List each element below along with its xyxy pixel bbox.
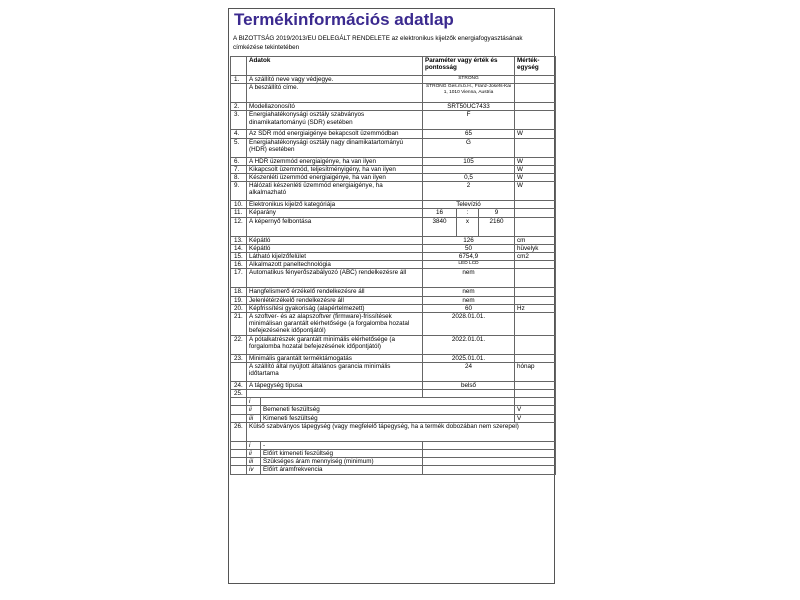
table-row bbox=[231, 269, 556, 288]
table-row bbox=[231, 157, 556, 165]
row-label: Képátló bbox=[247, 236, 423, 244]
row-number: 9. bbox=[231, 182, 247, 201]
row-unit bbox=[515, 381, 556, 389]
row-label: A pótalkatrészek garantált minimális elérhetősége (a forgalomba hozatal befejezésének időpontjától) bbox=[247, 335, 423, 354]
psu-internal-row bbox=[231, 406, 556, 414]
row-label: Elektronikus kijelző kategóriája bbox=[247, 201, 423, 209]
row-value: nem bbox=[423, 296, 515, 304]
row-label: A szállító neve vagy védjegye. bbox=[247, 76, 423, 84]
psu-internal-row bbox=[231, 398, 556, 406]
row-label: A tápegység típusa bbox=[247, 381, 423, 389]
table-row bbox=[231, 288, 556, 296]
row-number: 25. bbox=[231, 390, 247, 398]
table-row bbox=[231, 209, 556, 217]
row-value: nem bbox=[423, 288, 515, 296]
row-unit bbox=[515, 138, 556, 157]
row-value: 2 bbox=[423, 182, 515, 201]
row-unit bbox=[515, 288, 556, 296]
row-number: 7. bbox=[231, 165, 247, 173]
row-number: 13. bbox=[231, 236, 247, 244]
row-number: 26. bbox=[231, 422, 247, 441]
sub-label bbox=[261, 398, 515, 406]
row-number: 10. bbox=[231, 201, 247, 209]
row-value: 105 bbox=[423, 157, 515, 165]
row-value-1: 3840 bbox=[423, 217, 457, 236]
sub-value-empty bbox=[423, 441, 556, 449]
table-row bbox=[231, 201, 556, 209]
row-number: 17. bbox=[231, 269, 247, 288]
row-value: nem bbox=[423, 269, 515, 288]
row-number: 22. bbox=[231, 335, 247, 354]
row-label: Képátló bbox=[247, 244, 423, 252]
psu-external-row bbox=[231, 458, 556, 466]
table-row bbox=[231, 261, 556, 269]
row-unit: hüvelyk bbox=[515, 244, 556, 252]
row-number: 19. bbox=[231, 296, 247, 304]
header-data: Adatok bbox=[247, 57, 423, 76]
row-number: 15. bbox=[231, 253, 247, 261]
sub-unit: V bbox=[515, 406, 556, 414]
table-row bbox=[231, 335, 556, 354]
sub-index: iii bbox=[247, 414, 261, 422]
table-row bbox=[231, 390, 556, 398]
table-row bbox=[231, 182, 556, 201]
table-row bbox=[231, 76, 556, 84]
row-number-empty bbox=[231, 458, 247, 466]
row-number: 8. bbox=[231, 174, 247, 182]
row-label: Az SDR mód energiaigénye bekapcsolt üzemmódban bbox=[247, 130, 423, 138]
row-label: Látható kijelzőfelület bbox=[247, 253, 423, 261]
row-number: 2. bbox=[231, 103, 247, 111]
table-row bbox=[231, 304, 556, 312]
sub-index: ii bbox=[247, 450, 261, 458]
row-label: Automatikus fényerőszabályozó (ABC) rendelkezésre áll bbox=[247, 269, 423, 288]
psu-internal-row bbox=[231, 414, 556, 422]
table-row bbox=[231, 236, 556, 244]
sub-value-empty bbox=[423, 458, 556, 466]
psu-external-row bbox=[231, 450, 556, 458]
table-row bbox=[231, 313, 556, 336]
row-unit bbox=[515, 209, 556, 217]
row-value bbox=[423, 165, 515, 173]
sub-label: Előírt áramfrekvencia bbox=[261, 466, 423, 474]
row-number-empty bbox=[231, 441, 247, 449]
row-label: A szállító által nyújtott általános garancia minimális időtartama bbox=[247, 362, 423, 381]
row-label bbox=[247, 390, 423, 398]
row-value-1: 16 bbox=[423, 209, 457, 217]
row-value: 60 bbox=[423, 304, 515, 312]
table-row bbox=[231, 103, 556, 111]
table-header-row bbox=[231, 57, 556, 76]
header-unit: Mérték-egység bbox=[515, 57, 556, 76]
table-row bbox=[231, 381, 556, 389]
row-number-empty bbox=[231, 414, 247, 422]
row-number: 4. bbox=[231, 130, 247, 138]
row-unit bbox=[515, 111, 556, 130]
row-label: Energiahatékonysági osztály nagy dinamikatartományú (HDR) esetében bbox=[247, 138, 423, 157]
table-row bbox=[231, 130, 556, 138]
row-value: SRT50UC7433 bbox=[423, 103, 515, 111]
table-row bbox=[231, 138, 556, 157]
sub-index: i bbox=[247, 398, 261, 406]
row-value: STRONG Ges.m.b.H., Franz-Josefs-Kai 1, 1010 Vienna, Austria bbox=[423, 84, 515, 103]
row-value: 0,5 bbox=[423, 174, 515, 182]
row-unit bbox=[515, 354, 556, 362]
row-value: 24 bbox=[423, 362, 515, 381]
row-number: 6. bbox=[231, 157, 247, 165]
table-row bbox=[231, 217, 556, 236]
row-label: Külső szabványos tápegység (vagy megfelelő tápegység, ha a termék dobozában nem szerepel) bbox=[247, 422, 556, 441]
row-number: 20. bbox=[231, 304, 247, 312]
row-label: Hálózati készenléti üzemmód energiaigénye, ha alkalmazható bbox=[247, 182, 423, 201]
row-label: A szoftver- és az alapszoftver (firmware)-frissítések minimálisan garantált elérhetősége (a forgalomba hozatal befejezésének időpontjától) bbox=[247, 313, 423, 336]
table-row bbox=[231, 84, 556, 103]
row-label: A HDR üzemmód energiaigénye, ha van ilyen bbox=[247, 157, 423, 165]
sub-unit: V bbox=[515, 414, 556, 422]
row-label: Jelenlétérzékelő rendelkezésre áll bbox=[247, 296, 423, 304]
sub-index: ii bbox=[247, 406, 261, 414]
row-label: Képarány bbox=[247, 209, 423, 217]
row-value: 65 bbox=[423, 130, 515, 138]
row-unit bbox=[515, 335, 556, 354]
row-number: 24. bbox=[231, 381, 247, 389]
row-unit: W bbox=[515, 165, 556, 173]
row-unit bbox=[515, 84, 556, 103]
row-number: 14. bbox=[231, 244, 247, 252]
table-row bbox=[231, 362, 556, 381]
table-row bbox=[231, 354, 556, 362]
row-value-2: 9 bbox=[479, 209, 515, 217]
row-number bbox=[231, 362, 247, 381]
sub-label: - bbox=[261, 441, 423, 449]
header-number-cell bbox=[231, 57, 247, 76]
row-value: 2025.01.01. bbox=[423, 354, 515, 362]
row-value bbox=[423, 390, 515, 398]
sub-value-empty bbox=[423, 450, 556, 458]
row-label: Alkalmazott paneltechnológia bbox=[247, 261, 423, 269]
psu-external-row bbox=[231, 441, 556, 449]
row-value: 126 bbox=[423, 236, 515, 244]
psu-external-row bbox=[231, 466, 556, 474]
row-unit: hónap bbox=[515, 362, 556, 381]
row-number-empty bbox=[231, 466, 247, 474]
row-number: 21. bbox=[231, 313, 247, 336]
row-number: 5. bbox=[231, 138, 247, 157]
row-unit bbox=[515, 269, 556, 288]
row-number-empty bbox=[231, 450, 247, 458]
row-number-empty bbox=[231, 406, 247, 414]
row-value: 6754,9 bbox=[423, 253, 515, 261]
table-row bbox=[231, 174, 556, 182]
row-number: 18. bbox=[231, 288, 247, 296]
header-param: Paraméter vagy érték és pontosság bbox=[423, 57, 515, 76]
row-number: 23. bbox=[231, 354, 247, 362]
row-unit: cm2 bbox=[515, 253, 556, 261]
row-unit bbox=[515, 313, 556, 336]
row-number: 12. bbox=[231, 217, 247, 236]
table-row bbox=[231, 111, 556, 130]
sub-label: Szükséges áram mennyiség (minimum) bbox=[261, 458, 423, 466]
row-unit: W bbox=[515, 157, 556, 165]
product-info-table bbox=[230, 56, 556, 475]
row-value-sep: : bbox=[457, 209, 479, 217]
row-label: Minimális garantált terméktámogatás bbox=[247, 354, 423, 362]
row-label: A képernyő felbontása bbox=[247, 217, 423, 236]
sub-unit bbox=[515, 398, 556, 406]
sub-label: Bemeneti feszültség bbox=[261, 406, 515, 414]
row-label: Modellazonosító bbox=[247, 103, 423, 111]
row-value: LED LCD bbox=[423, 261, 515, 269]
row-value: Televízió bbox=[423, 201, 515, 209]
row-value: belső bbox=[423, 381, 515, 389]
row-label: Hangfelismerő érzékelő rendelkezésre áll bbox=[247, 288, 423, 296]
row-unit bbox=[515, 390, 556, 398]
row-value: G bbox=[423, 138, 515, 157]
row-number: 11. bbox=[231, 209, 247, 217]
sub-label: Kimeneti feszültség bbox=[261, 414, 515, 422]
row-label: Készenléti üzemmód energiaigénye, ha van ilyen bbox=[247, 174, 423, 182]
table-row bbox=[231, 165, 556, 173]
row-unit bbox=[515, 261, 556, 269]
row-unit bbox=[515, 217, 556, 236]
row-value: F bbox=[423, 111, 515, 130]
row-unit bbox=[515, 296, 556, 304]
row-number: 1. bbox=[231, 76, 247, 84]
sheet-title: Termékinformációs adatlap bbox=[234, 10, 454, 29]
sub-index: iii bbox=[247, 458, 261, 466]
row-unit: W bbox=[515, 130, 556, 138]
table-row bbox=[231, 244, 556, 252]
table-row bbox=[231, 296, 556, 304]
row-value: 2022.01.01. bbox=[423, 335, 515, 354]
row-value-2: 2160 bbox=[479, 217, 515, 236]
row-label: A beszállító címe. bbox=[247, 84, 423, 103]
row-value: 50 bbox=[423, 244, 515, 252]
product-info-sheet bbox=[228, 8, 555, 584]
table-row bbox=[231, 422, 556, 441]
row-number: 16. bbox=[231, 261, 247, 269]
row-unit bbox=[515, 76, 556, 84]
sub-value-empty bbox=[423, 466, 556, 474]
row-unit: cm bbox=[515, 236, 556, 244]
sub-index: iv bbox=[247, 466, 261, 474]
row-unit: Hz bbox=[515, 304, 556, 312]
row-label: Kikapcsolt üzemmód, teljesítményigény, ha van ilyen bbox=[247, 165, 423, 173]
row-number bbox=[231, 84, 247, 103]
regulation-intro: A BIZOTTSÁG 2019/2013/EU DELEGÁLT RENDELETE az elektronikus kijelzők energiafogyasztásának címkézése tekintetében bbox=[233, 35, 523, 51]
row-unit: W bbox=[515, 174, 556, 182]
row-number-empty bbox=[231, 398, 247, 406]
row-unit bbox=[515, 103, 556, 111]
sub-index: i bbox=[247, 441, 261, 449]
row-number: 3. bbox=[231, 111, 247, 130]
row-value: 2028.01.01. bbox=[423, 313, 515, 336]
row-label: Energiahatékonysági osztály szabványos dinamikatartományú (SDR) esetében bbox=[247, 111, 423, 130]
row-unit bbox=[515, 201, 556, 209]
row-unit: W bbox=[515, 182, 556, 201]
row-label: Képfrissítési gyakoriság (alapértelmezett) bbox=[247, 304, 423, 312]
sub-label: Előírt kimeneti feszültség bbox=[261, 450, 423, 458]
table-row bbox=[231, 253, 556, 261]
row-value-sep: x bbox=[457, 217, 479, 236]
row-value: STRONG bbox=[423, 76, 515, 84]
